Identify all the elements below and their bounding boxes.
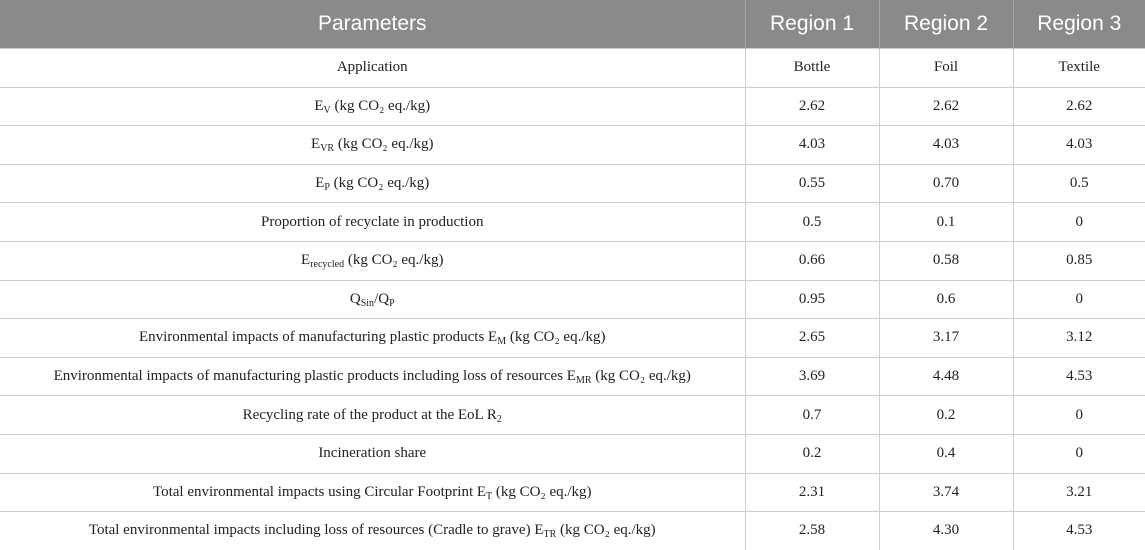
parameter-unit: (kg CO₂ eq./kg) [492, 483, 592, 500]
table-body [0, 49, 1145, 550]
region-2-value: 3.74 [879, 473, 1013, 512]
region-1-value: 0.2 [745, 434, 879, 473]
parameter-label: E [314, 97, 324, 114]
header-parameters: Parameters [0, 0, 745, 49]
table-row [0, 241, 1145, 280]
region-2-value: 0.1 [879, 203, 1013, 242]
region-1-value: 0.55 [745, 164, 879, 203]
region-1-value: 2.31 [745, 473, 879, 512]
parameter-cell [0, 49, 745, 88]
region-2-value: 3.17 [879, 319, 1013, 358]
parameter-subscript: recycled [310, 259, 345, 271]
parameter-label: Q [349, 290, 361, 307]
parameter-cell [0, 241, 745, 280]
parameter-cell [0, 87, 745, 126]
parameter-unit: (kg CO₂ eq./kg) [344, 252, 444, 269]
parameter-subscript: VR [320, 143, 335, 155]
region-3-value: 3.12 [1013, 319, 1145, 358]
parameter-subscript: M [497, 336, 507, 348]
table-row [0, 473, 1145, 512]
region-3-value: 3.21 [1013, 473, 1145, 512]
parameter-cell [0, 203, 745, 242]
parameter-label: Incineration share [318, 445, 427, 462]
region-1-value: 0.95 [745, 280, 879, 319]
region-1-value: Bottle [745, 49, 879, 88]
region-2-value: 4.48 [879, 357, 1013, 396]
region-2-value: 0.4 [879, 434, 1013, 473]
parameter-label: Environmental impacts of manufacturing plastic products including loss of resources E [53, 368, 576, 385]
table-row [0, 126, 1145, 165]
parameter-label: Application [336, 59, 408, 76]
table-row [0, 357, 1145, 396]
table-row [0, 164, 1145, 203]
header-region-1: Region 1 [745, 0, 879, 49]
region-2-value: 0.2 [879, 396, 1013, 435]
header-region-2: Region 2 [879, 0, 1013, 49]
region-2-value: 4.30 [879, 512, 1013, 550]
parameter-label: Total environmental impacts using Circular Footprint E [152, 483, 487, 500]
table-row [0, 87, 1145, 126]
parameter-unit: /Q [374, 290, 390, 307]
region-2-value: 0.58 [879, 241, 1013, 280]
region-3-value: 4.53 [1013, 512, 1145, 550]
parameter-label: E [301, 252, 311, 269]
region-1-value: 0.5 [745, 203, 879, 242]
parameter-subscript: V [323, 104, 331, 116]
parameter-label: Total environmental impacts including loss of resources (Cradle to grave) E [88, 522, 544, 539]
region-3-value: 0 [1013, 203, 1145, 242]
region-3-value: 0.5 [1013, 164, 1145, 203]
region-1-value: 0.7 [745, 396, 879, 435]
table-row [0, 434, 1145, 473]
table-row [0, 396, 1145, 435]
region-3-value: Textile [1013, 49, 1145, 88]
parameter-cell [0, 473, 745, 512]
parameter-label: E [315, 175, 325, 192]
region-2-value: 2.62 [879, 87, 1013, 126]
region-1-value: 4.03 [745, 126, 879, 165]
table-row [0, 49, 1145, 88]
parameter-subscript: P [324, 182, 330, 194]
region-3-value: 0 [1013, 396, 1145, 435]
parameter-label: E [311, 136, 321, 153]
parameter-subscript: P [389, 297, 395, 309]
region-3-value: 4.03 [1013, 126, 1145, 165]
region-1-value: 3.69 [745, 357, 879, 396]
parameter-cell [0, 396, 745, 435]
parameter-label: Recycling rate of the product at the EoL R [242, 406, 497, 423]
parameter-label: Proportion of recyclate in production [261, 213, 484, 230]
parameter-cell [0, 357, 745, 396]
parameter-subscript: 2 [496, 413, 502, 425]
parameter-unit: (kg CO₂ eq./kg) [330, 97, 431, 114]
parameter-subscript: TR [543, 529, 557, 541]
region-1-value: 2.65 [745, 319, 879, 358]
region-3-value: 0 [1013, 434, 1145, 473]
region-3-value: 2.62 [1013, 87, 1145, 126]
region-2-value: 0.70 [879, 164, 1013, 203]
region-1-value: 2.58 [745, 512, 879, 550]
table-row [0, 319, 1145, 358]
region-2-value: 0.6 [879, 280, 1013, 319]
parameter-subscript: MR [575, 375, 592, 387]
region-3-value: 0.85 [1013, 241, 1145, 280]
table-header-row [0, 0, 1145, 49]
parameter-cell [0, 280, 745, 319]
header-region-3: Region 3 [1013, 0, 1145, 49]
parameter-cell [0, 512, 745, 550]
parameter-unit: (kg CO₂ eq./kg) [506, 329, 606, 346]
region-2-value: 4.03 [879, 126, 1013, 165]
parameter-unit: (kg CO₂ eq./kg) [556, 522, 656, 539]
parameter-subscript: Sin [360, 297, 375, 309]
parameter-unit: (kg CO₂ eq./kg) [591, 368, 691, 385]
parameter-cell [0, 319, 745, 358]
region-3-value: 4.53 [1013, 357, 1145, 396]
region-3-value: 0 [1013, 280, 1145, 319]
region-1-value: 2.62 [745, 87, 879, 126]
parameter-subscript: T [486, 490, 493, 502]
parameter-cell [0, 126, 745, 165]
parameter-cell [0, 164, 745, 203]
parameter-cell [0, 434, 745, 473]
parameter-unit: (kg CO₂ eq./kg) [329, 175, 430, 192]
table-row [0, 203, 1145, 242]
region-1-value: 0.66 [745, 241, 879, 280]
parameter-label: Environmental impacts of manufacturing plastic products E [138, 329, 498, 346]
table-row [0, 512, 1145, 550]
table-row [0, 280, 1145, 319]
region-2-value: Foil [879, 49, 1013, 88]
parameter-unit: (kg CO₂ eq./kg) [334, 136, 434, 153]
